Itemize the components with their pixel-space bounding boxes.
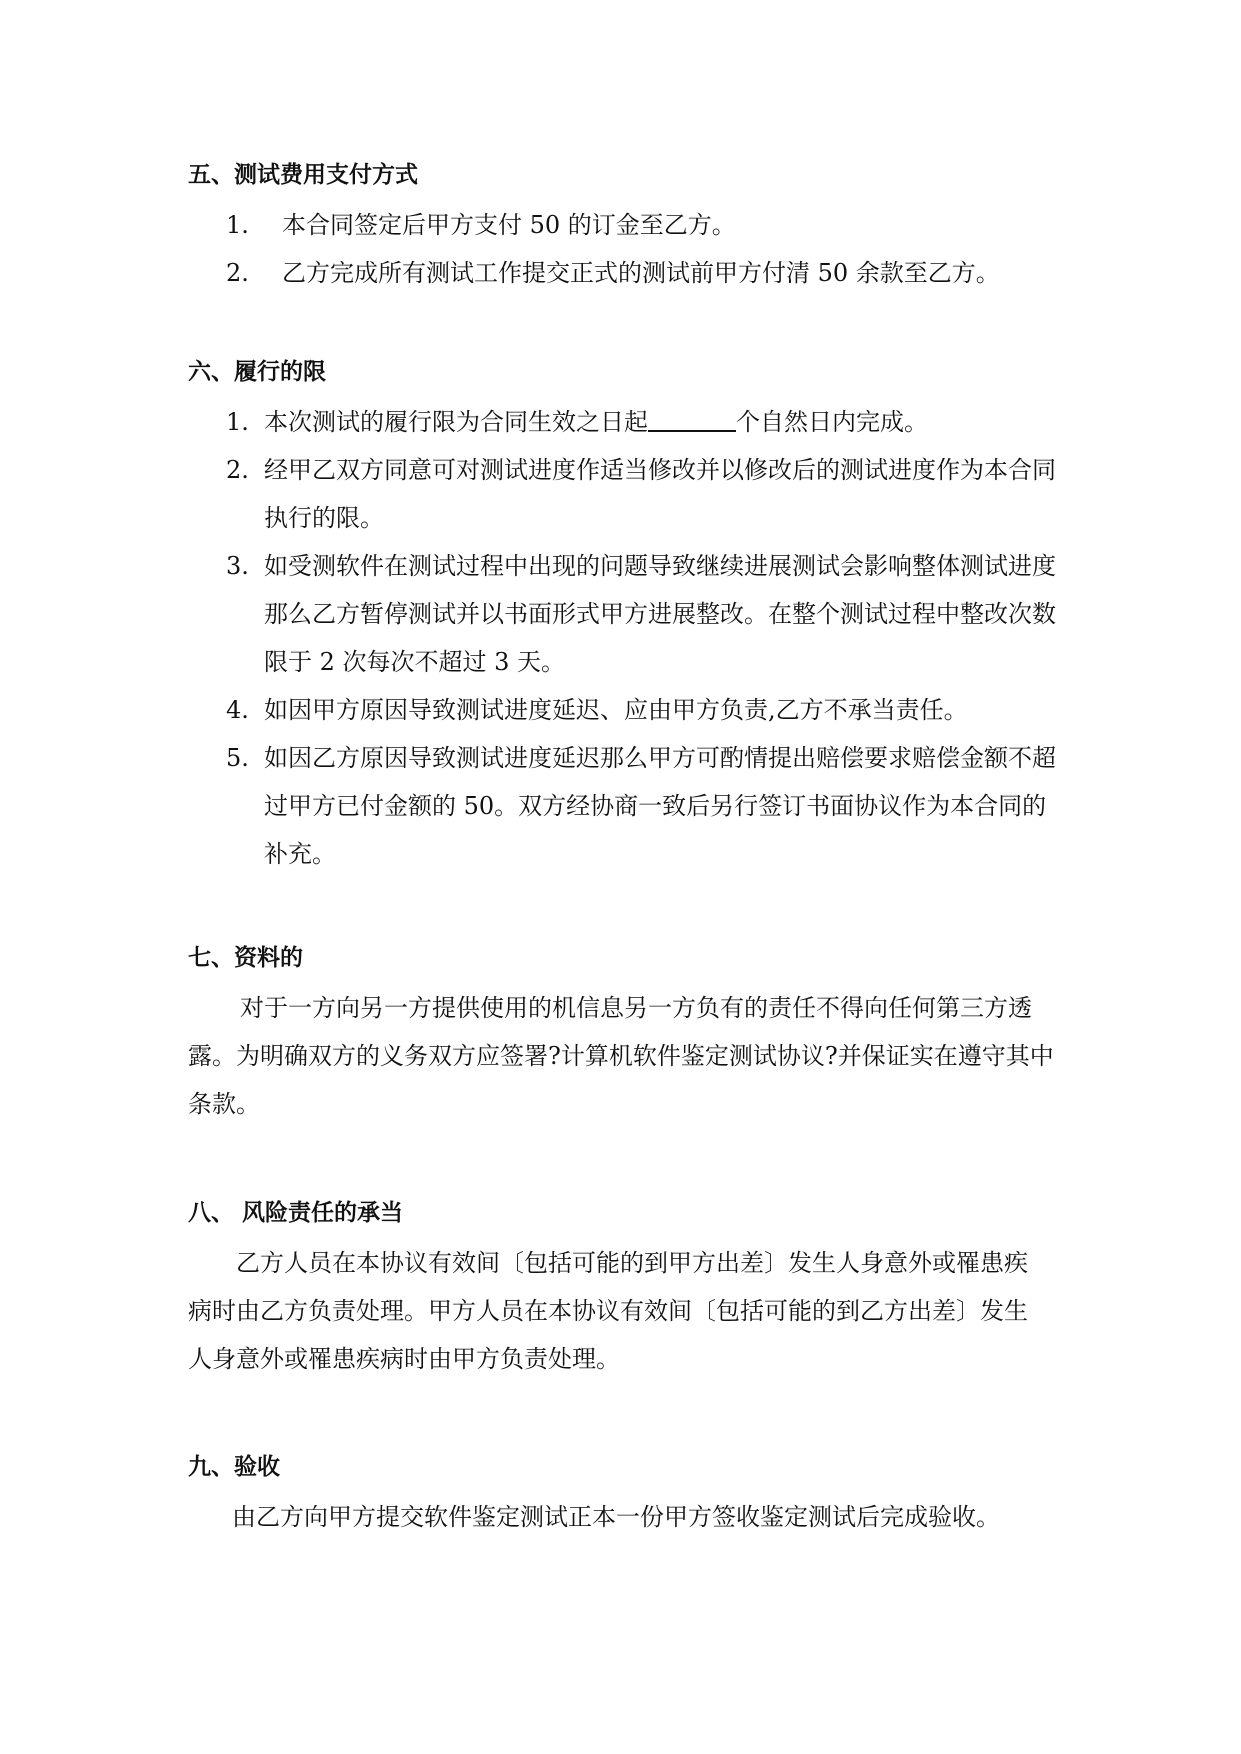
confidentiality-paragraph: 对于一方向另一方提供使用的机信息另一方负有的责任不得向任何第三方透露。为明确双方的义务双方应签署?计算机软件鉴定测试协议?并保证实在遵守其中条款。 (188, 994, 1054, 1118)
list-item (226, 446, 1056, 542)
list-item (226, 249, 1056, 297)
list-item-text: 经甲乙双方同意可对测试进度作适当修改并以修改后的测试进度作为本合同执行的限。 (264, 456, 1056, 532)
list-item-text: 乙方完成所有测试工作提交正式的测试前甲方付清 50 余款至乙方。 (282, 259, 1000, 287)
list-item-text: 如因甲方原因导致测试进度延迟、应由甲方负责,乙方不承当责任。 (264, 696, 968, 724)
list-number: 1. (226, 408, 249, 436)
list-item (226, 734, 1056, 878)
section-title-acceptance: 九、验收 (188, 1454, 280, 1480)
risk-paragraph: 乙方人员在本协议有效间〔包括可能的到甲方出差〕发生人身意外或罹患疾病时由乙方负责处理。甲方人员在本协议有效间〔包括可能的到乙方出差〕发生人身意外或罹患疾病时由甲方负责处理。 (188, 1249, 1028, 1373)
list-number: 2. (226, 259, 249, 287)
list-number: 4. (226, 696, 249, 724)
term-list (226, 398, 1056, 878)
list-item (226, 201, 1056, 249)
list-item-text: 本次测试的履行限为合同生效之日起 (264, 408, 648, 436)
list-item (226, 542, 1056, 686)
list-item-text: 如受测软件在测试过程中出现的问题导致继续进展测试会影响整体测试进度那么乙方暂停测试并以书面形式甲方进展整改。在整个测试过程中整改次数限于 2 次每次不超过 3 天。 (264, 552, 1056, 676)
list-number: 3. (226, 552, 249, 580)
list-number: 2. (226, 456, 249, 484)
list-item-text: 本合同签定后甲方支付 50 的订金至乙方。 (282, 211, 736, 239)
section-title-term: 六、履行的限 (188, 359, 326, 385)
list-number: 1. (226, 211, 249, 239)
list-number: 5. (226, 744, 249, 772)
acceptance-paragraph: 由乙方向甲方提交软件鉴定测试正本一份甲方签收鉴定测试后完成验收。 (232, 1503, 1000, 1531)
section-title-confidentiality: 七、资料的 (188, 945, 303, 971)
fill-in-blank (648, 408, 736, 432)
list-item-text: 个自然日内完成。 (736, 408, 928, 436)
list-item (226, 398, 1056, 446)
list-item-text: 如因乙方原因导致测试进度延迟那么甲方可酌情提出赔偿要求赔偿金额不超过甲方已付金额的 50。双方经协商一致后另行签订书面协议作为本合同的补充。 (264, 744, 1056, 868)
section-title-risk: 八、 风险责任的承当 (188, 1200, 404, 1226)
payment-list (226, 201, 1056, 297)
section-title-payment: 五、测试费用支付方式 (188, 162, 418, 188)
list-item (226, 686, 1056, 734)
